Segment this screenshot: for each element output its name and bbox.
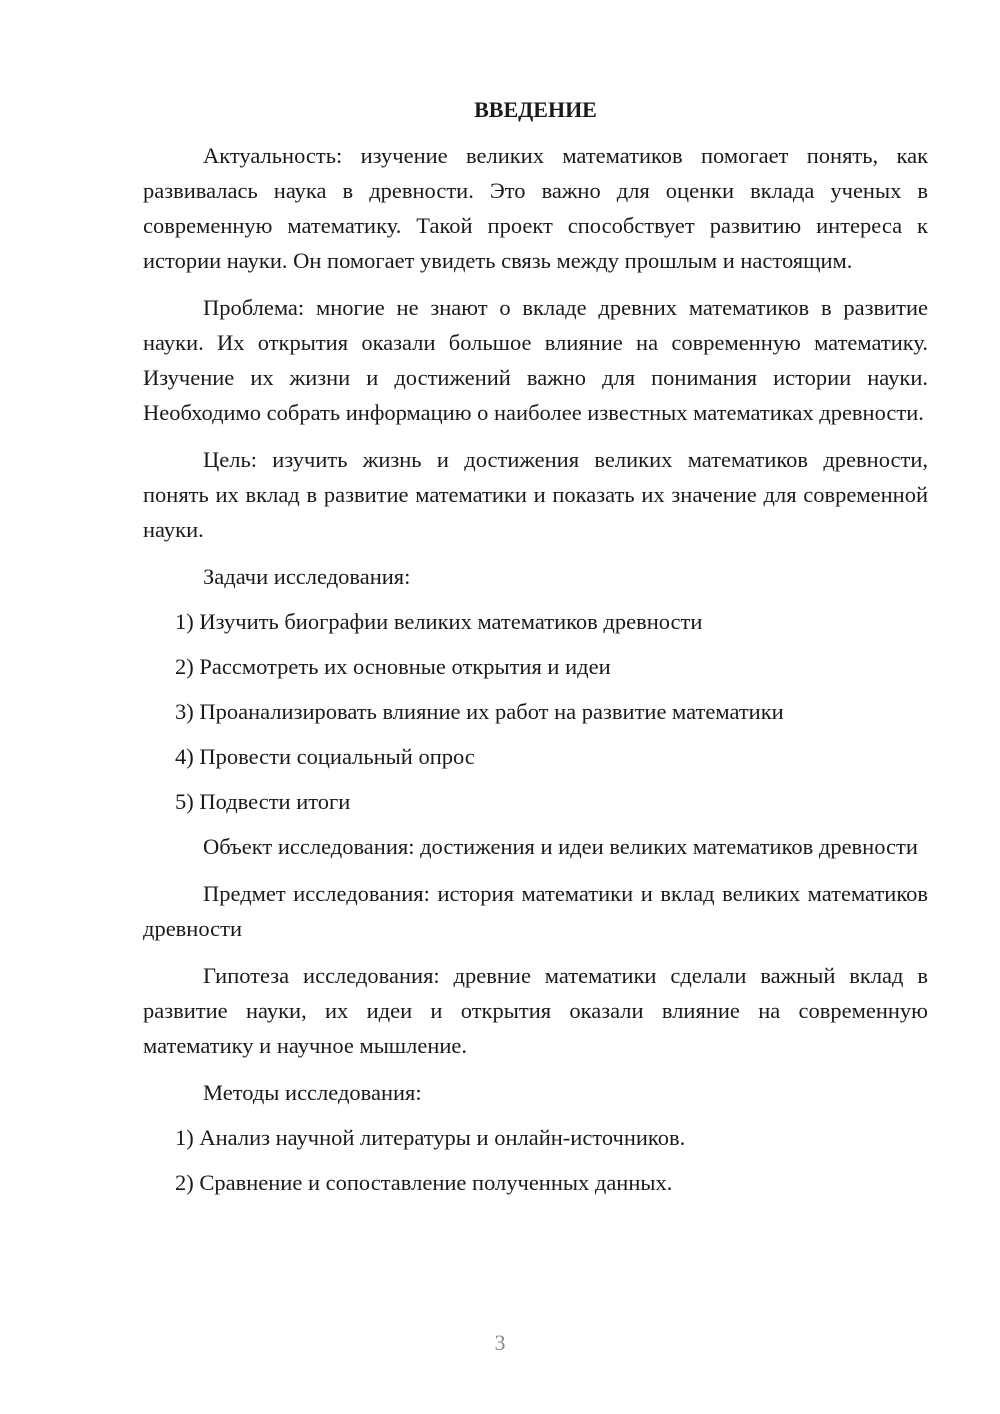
relevance-paragraph: Актуальность: изучение великих математиков помогает понять, как развивалась наука в древности. Это важно для оценки вклада ученых в современную математику. Такой проект способствует развитию интереса к истории науки. Он помогает увидеть связь между прошлым и настоящим. [143, 143, 928, 273]
list-item: 2) Рассмотреть их основные открытия и идеи [175, 654, 611, 679]
list-item: 1) Анализ научной литературы и онлайн-источников. [175, 1125, 686, 1150]
problem-paragraph: Проблема: многие не знают о вкладе древних математиков в развитие науки. Их открытия оказали большое влияние на современную математику. Изучение их жизни и достижений важно для понимания истории науки. Необходимо собрать информацию о наиболее известных математиках древности. [143, 295, 928, 425]
hypothesis-paragraph: Гипотеза исследования: древние математики сделали важный вклад в развитие науки, их идеи и открытия оказали влияние на современную математику и научное мышление. [143, 963, 928, 1058]
subject-paragraph: Предмет исследования: история математики и вклад великих математиков древности [143, 881, 928, 941]
list-item: 1) Изучить биографии великих математиков древности [175, 609, 703, 634]
page-number: 3 [494, 1330, 506, 1355]
page-content [143, 94, 928, 1210]
list-item: 3) Проанализировать влияние их работ на развитие математики [175, 699, 784, 724]
list-item: 2) Сравнение и сопоставление полученных данных. [175, 1170, 673, 1195]
section-heading: ВВЕДЕНИЕ [474, 97, 597, 122]
tasks-title: Задачи исследования: [203, 564, 411, 589]
goal-paragraph: Цель: изучить жизнь и достижения великих математиков древности, понять их вклад в развитие математики и показать их значение для современной науки. [143, 447, 928, 542]
list-item: 4) Провести социальный опрос [175, 744, 475, 769]
list-item: 5) Подвести итоги [175, 789, 351, 814]
methods-title: Методы исследования: [203, 1080, 422, 1105]
object-paragraph: Объект исследования: достижения и идеи великих математиков древности [203, 834, 918, 859]
